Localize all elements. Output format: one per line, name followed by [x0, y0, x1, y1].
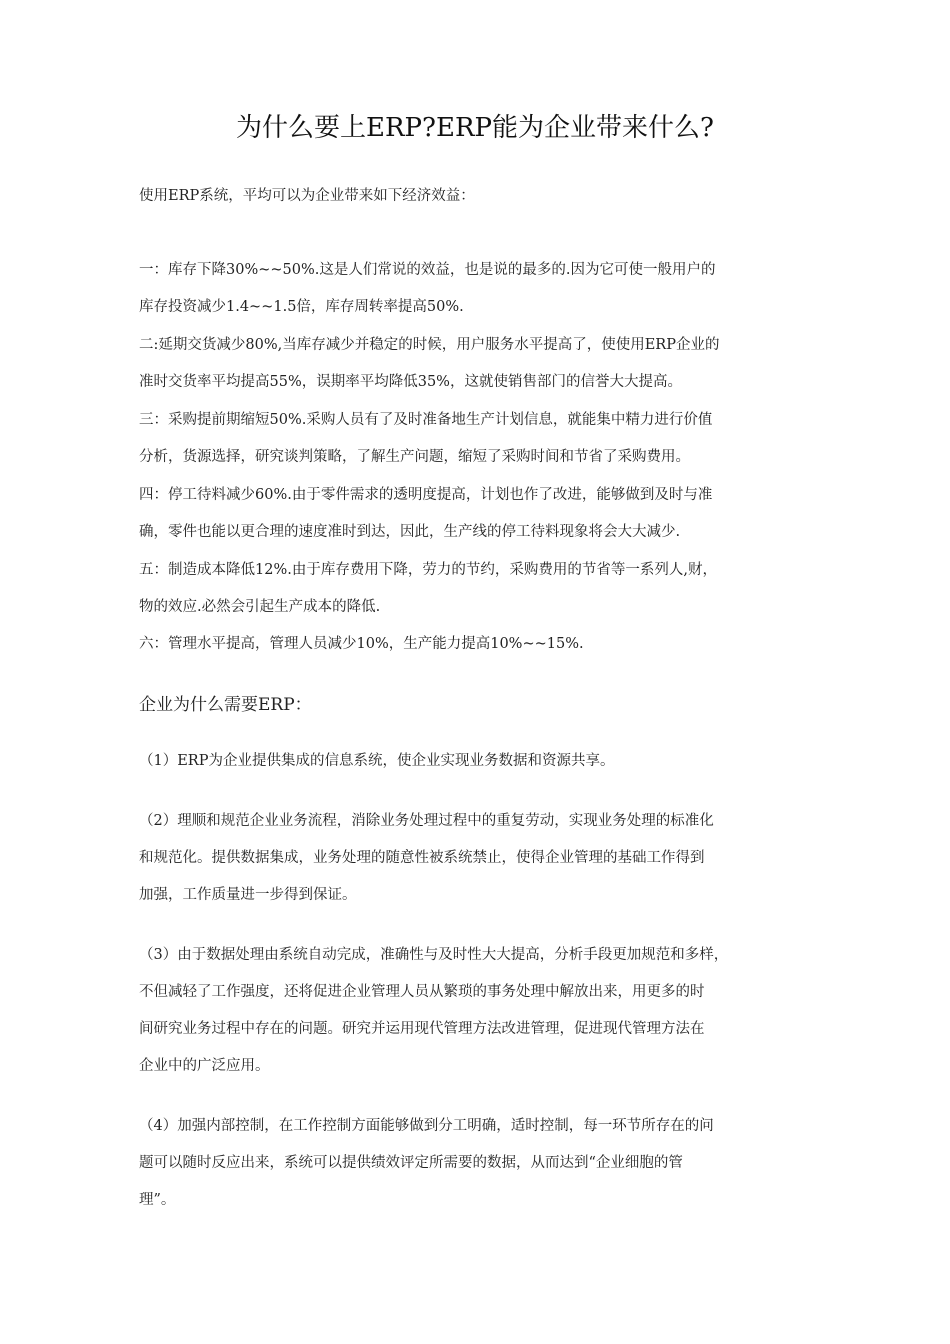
reason-3-line-3: 间研究业务过程中存在的问题。研究并运用现代管理方法改进管理，促进现代管理方法在	[139, 1021, 705, 1037]
reason-4-line-1: （4）加强内部控制，在工作控制方面能够做到分工明确，适时控制，每一环节所存在的问	[139, 1118, 714, 1134]
document-title: 为什么要上ERP?ERP能为企业带来什么?	[236, 113, 714, 143]
reason-3-line-2: 不但减轻了工作强度，还将促进企业管理人员从繁琐的事务处理中解放出来，用更多的时	[139, 984, 705, 1000]
benefit-3-line-2: 分析，货源选择，研究谈判策略，了解生产问题，缩短了采购时间和节省了采购费用。	[139, 449, 690, 465]
benefit-1-line-2: 库存投资减少1.4~~1.5倍，库存周转率提高50%.	[139, 299, 464, 315]
reason-3-line-4: 企业中的广泛应用。	[139, 1058, 270, 1074]
benefit-4-line-2: 确，零件也能以更合理的速度准时到达，因此，生产线的停工待料现象将会大大减少.	[139, 524, 681, 540]
reason-2-line-3: 加强，工作质量进一步得到保证。	[139, 887, 357, 903]
reason-2-line-1: （2）理顺和规范企业业务流程，消除业务处理过程中的重复劳动，实现业务处理的标准化	[139, 813, 714, 829]
benefit-2-line-1: 二:延期交货减少80%,当库存减少并稳定的时候，用户服务水平提高了，使使用ERP企业的	[139, 337, 720, 353]
benefit-4-line-1: 四：停工待料减少60%.由于零件需求的透明度提高，计划也作了改进，能够做到及时与准	[139, 487, 713, 503]
reason-3-line-1: （3）由于数据处理由系统自动完成，准确性与及时性大大提高，分析手段更加规范和多样，	[139, 947, 729, 963]
benefit-3-line-1: 三：采购提前期缩短50%.采购人员有了及时准备地生产计划信息，就能集中精力进行价值	[139, 412, 713, 428]
reason-2-line-2: 和规范化。提供数据集成，业务处理的随意性被系统禁止，使得企业管理的基础工作得到	[139, 850, 705, 866]
benefit-5-line-2: 物的效应.必然会引起生产成本的降低.	[139, 599, 381, 615]
reason-1-line-1: （1）ERP为企业提供集成的信息系统，使企业实现业务数据和资源共享。	[139, 753, 615, 769]
section-subheading: 企业为什么需要ERP：	[139, 695, 312, 715]
reason-4-line-2: 题可以随时反应出来，系统可以提供绩效评定所需要的数据，从而达到“企业细胞的管	[139, 1155, 683, 1171]
benefit-5-line-1: 五：制造成本降低12%.由于库存费用下降，劳力的节约，采购费用的节省等一系列人,财，	[139, 562, 717, 578]
reason-4-line-3: 理”。	[139, 1192, 176, 1208]
benefit-1-line-1: 一：库存下降30%~~50%.这是人们常说的效益，也是说的最多的.因为它可使一般用户的	[139, 262, 716, 278]
intro-text: 使用ERP系统，平均可以为企业带来如下经济效益：	[139, 188, 475, 204]
benefit-6-line-1: 六：管理水平提高，管理人员减少10%，生产能力提高10%~~15%.	[139, 636, 584, 652]
benefit-2-line-2: 准时交货率平均提高55%，误期率平均降低35%，这就使销售部门的信誉大大提高。	[139, 374, 682, 390]
